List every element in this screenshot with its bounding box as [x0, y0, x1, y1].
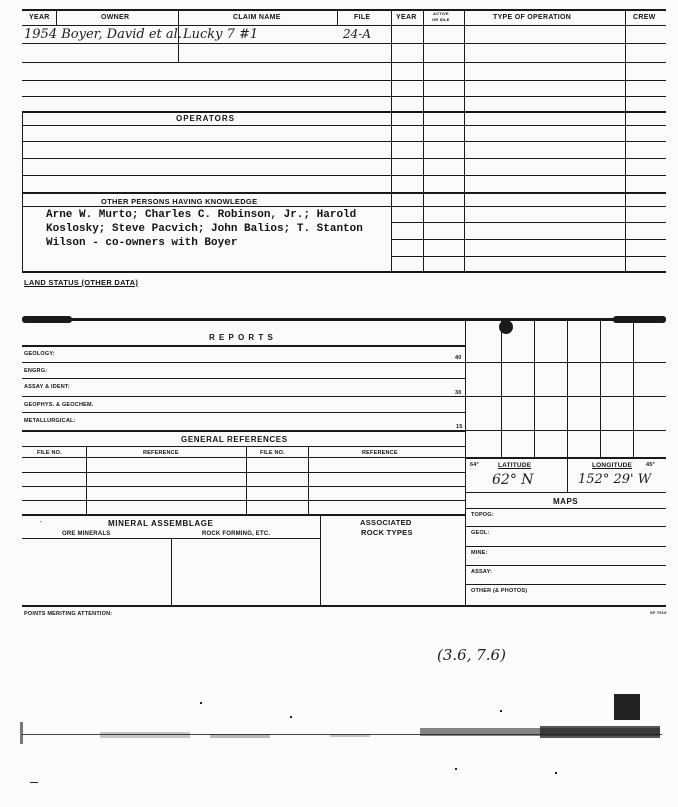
bar-blob-left — [22, 316, 72, 323]
row-rule — [391, 222, 666, 223]
row-rule — [22, 206, 391, 207]
report-marker-40: 40 — [455, 355, 462, 361]
long-tick: 45° — [646, 462, 655, 468]
knowledge-line-1: Arne W. Murto; Charles C. Robinson, Jr.; Harold — [46, 209, 357, 221]
row-rule — [22, 141, 666, 142]
report-rule — [22, 362, 465, 363]
row-rule — [391, 256, 666, 257]
rock-forming-header: ROCK FORMING, ETC. — [202, 531, 271, 537]
maps-mine: MINE: — [471, 550, 488, 556]
report-marker-15: 15 — [456, 424, 463, 430]
gr-bottom — [22, 514, 465, 516]
divider — [337, 9, 338, 25]
header-year-2: YEAR — [396, 14, 417, 21]
gr-rule — [22, 446, 465, 447]
divider — [423, 9, 424, 271]
gr-col-file-no-1: FILE NO. — [37, 450, 62, 456]
map-grid-line — [534, 321, 535, 457]
report-geology: GEOLOGY: — [24, 351, 55, 357]
card-bottom — [22, 605, 666, 607]
header-owner: OWNER — [101, 14, 130, 21]
report-engrg: ENGRG: — [24, 368, 48, 374]
points-meriting-label: POINTS MERITING ATTENTION: — [24, 611, 113, 617]
gr-rule — [22, 457, 465, 458]
map-grid-line — [633, 321, 634, 457]
gr-divider — [308, 446, 309, 514]
gr-col-file-no-2: FILE NO. — [260, 450, 285, 456]
top-table-bottom — [22, 271, 666, 273]
report-rule — [22, 396, 465, 397]
divider — [56, 9, 57, 25]
row-rule — [22, 158, 666, 159]
latlong-rule — [465, 457, 666, 459]
latlong-bottom — [465, 492, 666, 493]
knowledge-title: OTHER PERSONS HAVING KNOWLEDGE — [101, 197, 258, 206]
knowledge-line-2: Koslosky; Steve Pacvich; John Balios; T. Stanton — [46, 223, 363, 235]
row-rule — [22, 62, 666, 63]
mineral-divider — [171, 538, 172, 605]
handwritten-note: (3.6, 7.6) — [437, 646, 506, 664]
header-claim-name: CLAIM NAME — [233, 14, 281, 21]
map-grid-line — [501, 321, 502, 457]
maps-assay: ASSAY: — [471, 569, 493, 575]
row-rule — [391, 239, 666, 240]
land-status-label: LAND STATUS (OTHER DATA) — [24, 278, 139, 287]
row-rule — [22, 96, 666, 97]
latitude-label: LATITUDE — [498, 462, 532, 469]
gr-divider — [86, 446, 87, 514]
gr-col-reference-1: REFERENCE — [143, 450, 179, 456]
gr-rule — [22, 472, 465, 473]
report-assay: ASSAY & IDENT: — [24, 384, 70, 390]
reports-rule — [22, 345, 465, 347]
row-rule — [391, 206, 666, 207]
general-references-title: GENERAL REFERENCES — [181, 435, 288, 444]
divider — [625, 9, 626, 271]
entry-year-owner: 1954 Boyer, David et al. — [24, 27, 182, 42]
gr-col-reference-2: REFERENCE — [362, 450, 398, 456]
entry-file: 24-A — [343, 27, 371, 41]
latitude-value: 62° N — [492, 472, 534, 488]
map-grid-line — [567, 321, 568, 457]
row-rule — [22, 175, 666, 176]
maps-rule — [465, 526, 666, 527]
divider — [464, 9, 465, 271]
operators-title: OPERATORS — [176, 114, 235, 123]
mineral-divider — [320, 514, 321, 605]
longitude-value: 152° 29' W — [578, 472, 652, 487]
maps-rule — [465, 584, 666, 585]
map-grid-line — [465, 396, 666, 397]
knowledge-rule — [22, 192, 666, 194]
map-grid-line — [600, 321, 601, 457]
map-grid-border — [465, 321, 466, 605]
header-rule — [22, 25, 666, 26]
report-rule — [22, 412, 465, 413]
header-crew: CREW — [633, 14, 656, 21]
row-rule — [22, 125, 666, 126]
latlong-divider — [567, 457, 568, 492]
header-year: YEAR — [29, 14, 50, 21]
maps-rule — [465, 546, 666, 547]
maps-topog: TOPOG: — [471, 512, 494, 518]
operators-rule — [22, 111, 666, 113]
top-border — [22, 9, 666, 11]
associated-line-1: ASSOCIATED — [360, 518, 412, 527]
gr-rule — [22, 500, 465, 501]
mineral-title: MINERAL ASSEMBLAGE — [108, 519, 214, 528]
row-rule — [22, 80, 666, 81]
report-metallurgical: METALLURGICAL: — [24, 418, 76, 424]
maps-rule — [465, 508, 666, 509]
knowledge-line-3: Wilson - co-owners with Boyer — [46, 237, 238, 249]
reports-title: R E P O R T S — [209, 333, 274, 342]
maps-rule — [465, 565, 666, 566]
gr-divider — [246, 446, 247, 514]
header-type-of-operation: TYPE OF OPERATION — [493, 14, 572, 21]
maps-title: MAPS — [553, 497, 579, 506]
header-file: FILE — [354, 14, 371, 21]
header-or-idle: OR IDLE — [432, 17, 450, 22]
report-geophys: GEOPHYS. & GEOCHEM. — [24, 402, 94, 408]
gr-rule — [22, 486, 465, 487]
maps-other: OTHER (& PHOTOS) — [471, 588, 528, 594]
map-grid-line — [465, 362, 666, 363]
map-grid-line — [465, 430, 666, 431]
reports-top-bar — [22, 318, 666, 321]
header-active: ACTIVE — [433, 11, 449, 16]
report-marker-30: 30 — [455, 390, 462, 396]
maps-geol: GEOL: — [471, 530, 490, 536]
associated-line-2: ROCK TYPES — [361, 528, 413, 537]
row-rule — [22, 43, 666, 44]
report-rule — [22, 430, 465, 432]
entry-claim: Lucky 7 #1 — [183, 27, 259, 42]
form-number: SF 7919 — [650, 610, 667, 615]
scan-noise-strip — [0, 690, 678, 790]
longitude-label: LONGITUDE — [592, 462, 633, 469]
mineral-dash: - — [40, 519, 43, 525]
bar-blob-right — [613, 316, 666, 323]
left-border — [22, 111, 23, 271]
divider — [391, 9, 392, 271]
lat-tick: 64° — [470, 462, 479, 468]
ore-minerals-header: ORE MINERALS — [62, 531, 111, 537]
report-rule — [22, 378, 465, 379]
